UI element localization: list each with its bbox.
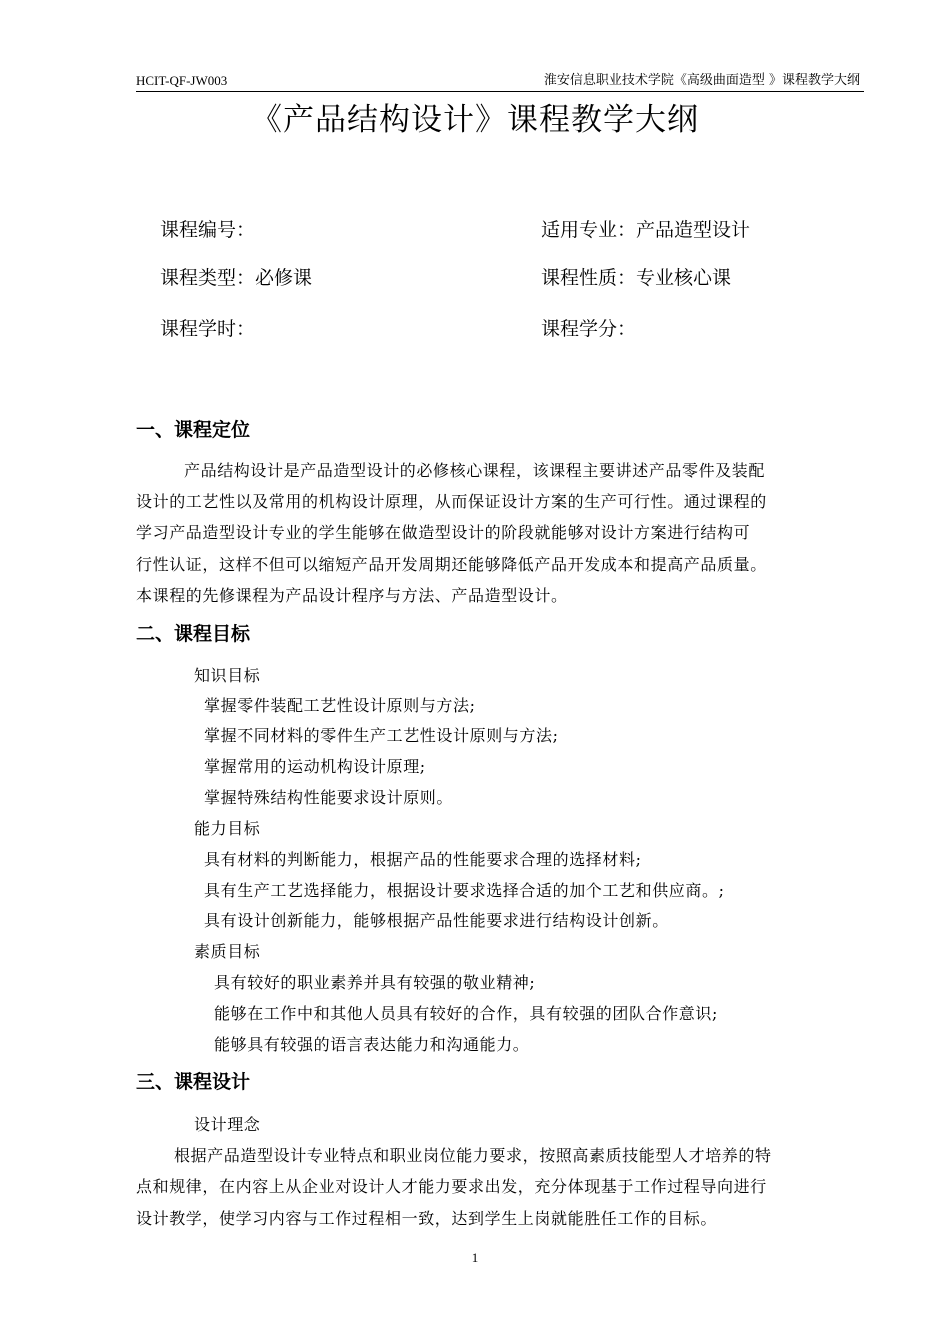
paragraph-line: 根据产品造型设计专业特点和职业岗位能力要求，按照高素质技能型人才培养的特 — [174, 1146, 772, 1165]
meta-credits: 课程学分： — [541, 318, 637, 340]
paragraph-line: 本课程的先修课程为产品设计程序与方法、产品造型设计。 — [136, 586, 568, 605]
list-item: 掌握常用的运动机构设计原理; — [204, 757, 426, 776]
paragraph-line: 点和规律，在内容上从企业对设计人才能力要求出发，充分体现基于工作过程导向进行 — [136, 1177, 767, 1196]
list-item: 具有材料的判断能力，根据产品的性能要求合理的选择材料; — [204, 850, 642, 869]
meta-nature: 课程性质：专业核心课 — [541, 267, 732, 289]
list-item: 具有生产工艺选择能力，根据设计要求选择合适的加个工艺和供应商。; — [204, 881, 725, 900]
subheading-design-concept: 设计理念 — [194, 1115, 261, 1134]
meta-major: 适用专业：产品造型设计 — [541, 219, 751, 241]
page-number: 1 — [471, 1250, 479, 1265]
paragraph-line: 学习产品造型设计专业的学生能够在做造型设计的阶段就能够对设计方案进行结构可 — [136, 523, 751, 542]
section-heading-design: 三、课程设计 — [136, 1071, 251, 1093]
document-title: 《产品结构设计》课程教学大纲 — [251, 102, 699, 138]
list-item: 掌握零件装配工艺性设计原则与方法; — [204, 696, 476, 715]
list-item: 能够在工作中和其他人员具有较好的合作，具有较强的团队合作意识; — [214, 1004, 718, 1023]
page-header — [136, 71, 864, 92]
section-heading-positioning: 一、课程定位 — [136, 419, 251, 441]
paragraph-line: 行性认证，这样不但可以缩短产品开发周期还能够降低产品开发成本和提高产品质量。 — [136, 555, 767, 574]
paragraph-line: 产品结构设计是产品造型设计的必修核心课程，该课程主要讲述产品零件及装配 — [184, 461, 766, 480]
subheading-quality: 素质目标 — [194, 942, 261, 961]
meta-type: 课程类型：必修课 — [160, 267, 313, 289]
list-item: 具有设计创新能力，能够根据产品性能要求进行结构设计创新。 — [204, 911, 669, 930]
document-code: HCIT-QF-JW003 — [136, 73, 228, 88]
subheading-ability: 能力目标 — [194, 819, 261, 838]
subheading-knowledge: 知识目标 — [194, 666, 261, 685]
header-institution: 淮安信息职业技术学院《高级曲面造型 》课程教学大纲 — [543, 73, 860, 88]
meta-hours: 课程学时： — [160, 318, 256, 340]
meta-course-no: 课程编号： — [160, 219, 256, 241]
paragraph-line: 设计的工艺性以及常用的机构设计原理，从而保证设计方案的生产可行性。通过课程的 — [136, 492, 767, 511]
list-item: 能够具有较强的语言表达能力和沟通能力。 — [214, 1035, 530, 1054]
list-item: 具有较好的职业素养并具有较强的敬业精神; — [214, 973, 536, 992]
list-item: 掌握特殊结构性能要求设计原则。 — [204, 788, 454, 807]
section-heading-objectives: 二、课程目标 — [136, 623, 251, 645]
list-item: 掌握不同材料的零件生产工艺性设计原则与方法; — [204, 726, 559, 745]
paragraph-line: 设计教学，使学习内容与工作过程相一致，达到学生上岗就能胜任工作的目标。 — [136, 1209, 718, 1228]
